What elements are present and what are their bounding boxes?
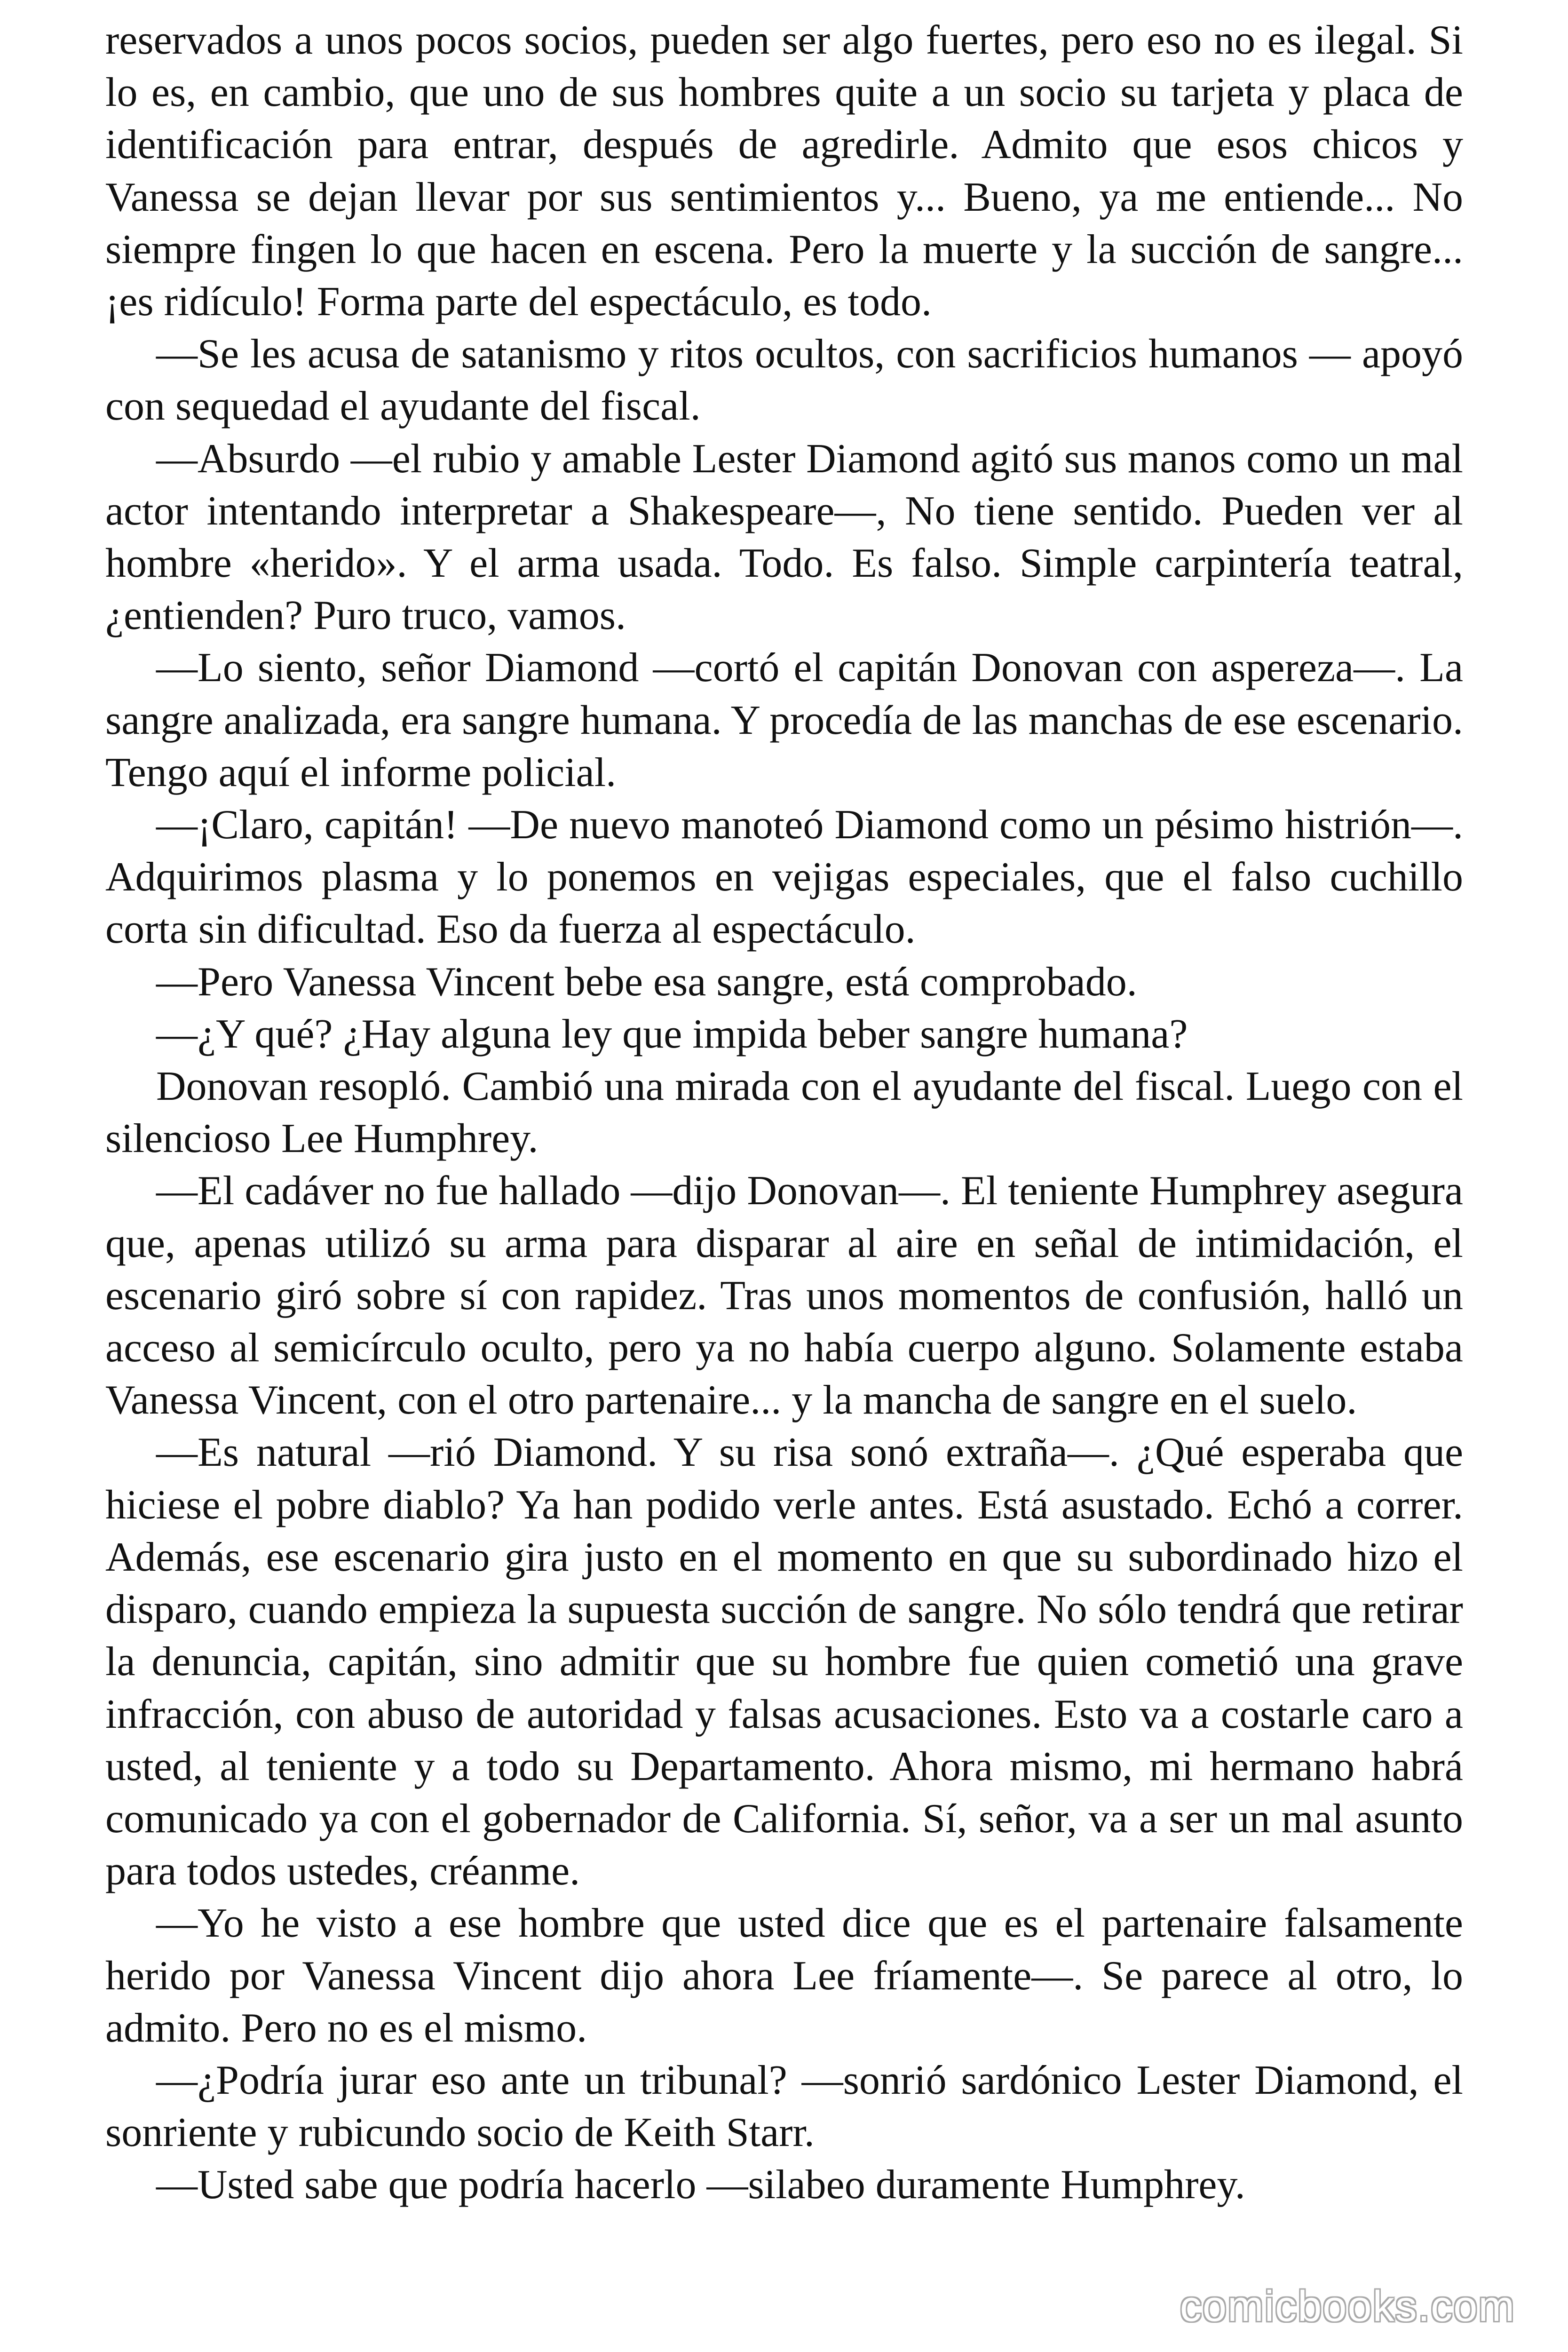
narrative-paragraph: Donovan resopló. Cambió una mirada con el ayudante del fiscal. Luego con el silencioso Lee Humphrey. bbox=[105, 1064, 1463, 1162]
page-body-text bbox=[105, 14, 1463, 2211]
dialogue-paragraph: —El cadáver no fue hallado —dijo Donovan—. El teniente Humphrey asegura que, apenas utilizó su arma para disparar al aire en señal de intimidación, el escenario giró sobre sí con rapidez. Tras unos momentos de confusión, halló un acceso al semicírculo oculto, pero ya no había cuerpo alguno. Solamente estaba Vanessa Vincent, con el otro partenaire... y la mancha de sangre en el suelo. bbox=[105, 1168, 1463, 1423]
dialogue-paragraph: —¡Claro, capitán! —De nuevo manoteó Diamond como un pésimo histrión—. Adquirimos plasma y lo ponemos en vejigas especiales, que el falso cuchillo corta sin dificultad. Eso da fuerza al espectáculo. bbox=[105, 802, 1463, 953]
dialogue-paragraph: —Usted sabe que podría hacerlo —silabeo duramente Humphrey. bbox=[156, 2162, 1245, 2208]
dialogue-paragraph: —Absurdo —el rubio y amable Lester Diamond agitó sus manos como un mal actor intentando interpretar a Shakespeare—, No tiene sentido. Pueden ver al hombre «herido». Y el arma usada. Todo. Es falso. Simple carpintería teatral, ¿entienden? Puro truco, vamos. bbox=[105, 436, 1463, 639]
dialogue-paragraph: —Lo siento, señor Diamond —cortó el capitán Donovan con aspereza—. La sangre analizada, era sangre humana. Y procedía de las manchas de ese escenario. Tengo aquí el informe policial. bbox=[105, 645, 1463, 795]
dialogue-paragraph: —Yo he visto a ese hombre que usted dice que es el partenaire falsamente herido por Vanessa Vincent dijo ahora Lee fríamente—. Se parece al otro, lo admito. Pero no es el mismo. bbox=[105, 1900, 1463, 2051]
dialogue-paragraph: —¿Y qué? ¿Hay alguna ley que impida beber sangre humana? bbox=[156, 1011, 1188, 1057]
dialogue-paragraph: —Se les acusa de satanismo y ritos ocultos, con sacrificios humanos — apoyó con sequedad el ayudante del fiscal. bbox=[105, 331, 1463, 429]
dialogue-paragraph: —Es natural —rió Diamond. Y su risa sonó extraña—. ¿Qué esperaba que hiciese el pobre diablo? Ya han podido verle antes. Está asustado. Echó a correr. Además, ese escenario gira justo en el momento en que su subordinado hizo el disparo, cuando empieza la supuesta succión de sangre. No sólo tendrá que retirar la denuncia, capitán, sino admitir que su hombre fue quien cometió una grave infracción, con abuso de autoridad y falsas acusaciones. Esto va a costarle caro a usted, al teniente y a todo su Departamento. Ahora mismo, mi hermano habrá comunicado ya con el gobernador de California. Sí, señor, va a ser un mal asunto para todos ustedes, créanme. bbox=[105, 1430, 1463, 1894]
dialogue-paragraph: —Pero Vanessa Vincent bebe esa sangre, está comprobado. bbox=[156, 959, 1137, 1005]
book-page bbox=[105, 14, 1463, 2338]
site-watermark: comicbooks.com bbox=[1180, 2282, 1515, 2330]
paragraph-continuation: reservados a unos pocos socios, pueden ser algo fuertes, pero eso no es ilegal. Si lo es, en cambio, que uno de sus hombres quite a un socio su tarjeta y placa de identificación para entrar, después de agredirle. Admito que esos chicos y Vanessa se dejan llevar por sus sentimientos y... Bueno, ya me entiende... No siempre fingen lo que hacen en escena. Pero la muerte y la succión de sangre... ¡es ridículo! Forma parte del espectáculo, es todo. bbox=[105, 17, 1463, 325]
dialogue-paragraph: —¿Podría jurar eso ante un tribunal? —sonrió sardónico Lester Diamond, el sonriente y rubicundo socio de Keith Starr. bbox=[105, 2057, 1463, 2156]
